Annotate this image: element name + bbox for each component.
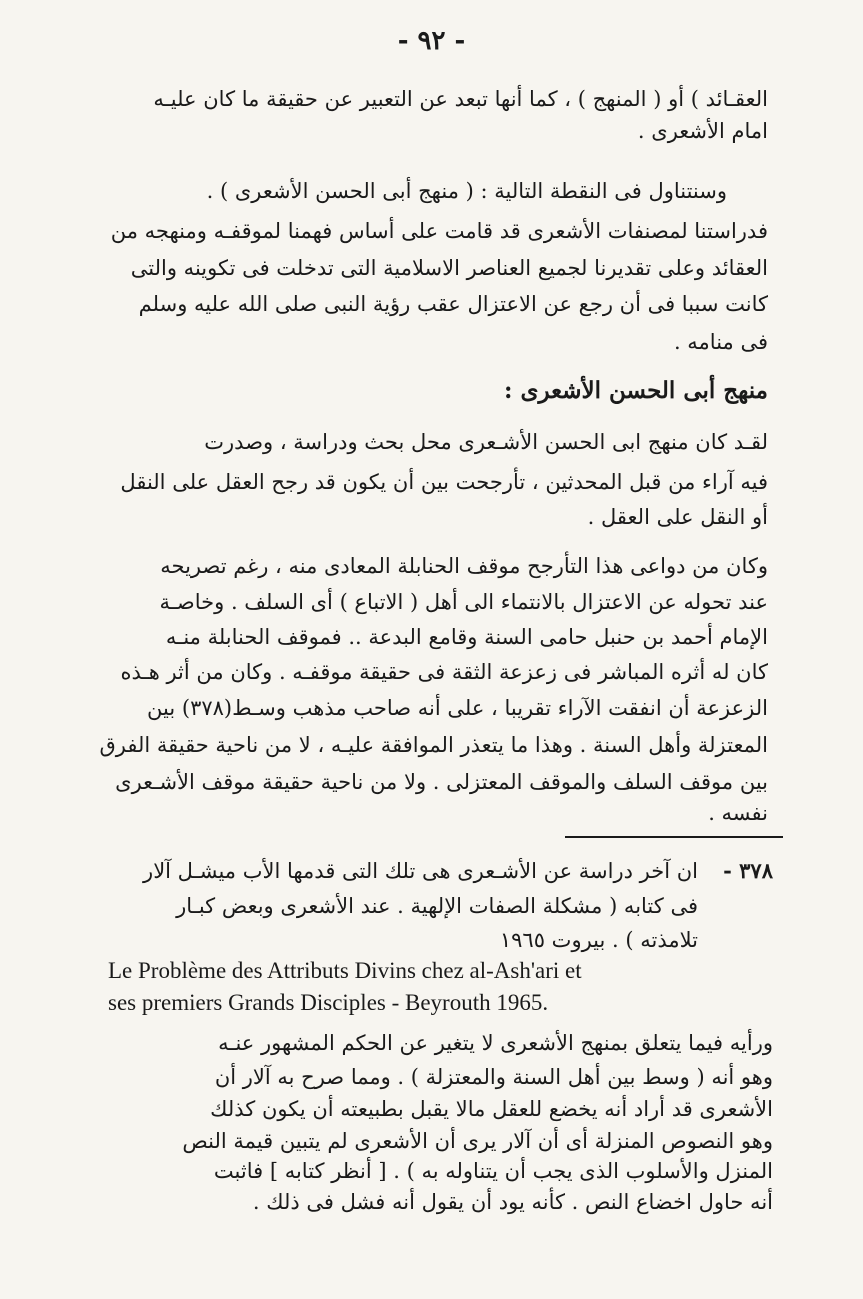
footnote-line: وهو أنه ( وسط بين أهل السنة والمعتزلة ) . ومما صرح به آلار أن <box>214 1065 773 1089</box>
footnote-line: فى كتابه ( مشكلة الصفات الإلهية . عند الأشعرى وبعض كبـار <box>176 894 698 918</box>
footnote-line: أنه حاول اخضاع النص . كأنه يود أن يقول أنه فشل فى ذلك . <box>252 1190 773 1214</box>
text-line: المعتزلة وأهل السنة . وهذا ما يتعذر الموافقة عليـه ، لا من ناحية حقيقة الفرق <box>99 733 768 757</box>
text-line: فى منامه . <box>673 330 768 354</box>
text-line: كان له أثره المباشر فى زعزعة الثقة فى حقيقة موقفـه . وكان من أثر هـذه <box>120 660 768 684</box>
text-line: فيه آراء من قبل المحدثين ، تأرجحت بين أن يكون قد رجح العقل على النقل <box>120 470 768 494</box>
footnote-separator <box>565 836 783 838</box>
text-line: العقـائد ) أو ( المنهج ) ، كما أنها تبعد عن التعبير عن حقيقة ما كان عليـه <box>153 87 768 111</box>
section-heading: منهج أبى الحسن الأشعرى : <box>503 377 768 404</box>
footnote-line: تلامذته ) . بيروت ١٩٦٥ <box>499 928 698 952</box>
footnote-line: وهو النصوص المنزلة أى أن آلار يرى أن الأشعرى لم يتبين قيمة النص <box>182 1129 773 1153</box>
text-line: فدراستنا لمصنفات الأشعرى قد قامت على أساس فهمنا لموقفـه ومنهجه من <box>110 219 768 243</box>
page-number: - ٩٢ - <box>397 26 466 56</box>
footnote-latin-line: Le Problème des Attributs Divins chez al-Ash'ari et <box>108 958 582 983</box>
text-line: كانت سببا فى أن رجع عن الاعتزال عقب رؤية النبى صلى الله عليه وسلم <box>138 292 768 316</box>
text-line: لقـد كان منهج ابى الحسن الأشـعرى محل بحث ودراسة ، وصدرت <box>204 430 768 454</box>
footnote-line: ورأيه فيما يتعلق بمنهج الأشعرى لا يتغير عن الحكم المشهور عنـه <box>218 1031 773 1055</box>
footnote-number: ٣٧٨ - <box>723 858 773 883</box>
text-line: بين موقف السلف والموقف المعتزلى . ولا من ناحية حقيقة موقف الأشـعرى <box>115 770 768 794</box>
text-line: وسنتناول فى النقطة التالية : ( منهج أبى الحسن الأشعرى ) . <box>206 179 727 203</box>
footnote-line: الأشعرى قد أراد أنه يخضع للعقل مالا يقبل بطبيعته أن يكون كذلك <box>210 1097 773 1121</box>
text-line: الإمام أحمد بن حنبل حامى السنة وقامع البدعة .. فموقف الحنابلة منـه <box>165 625 768 649</box>
text-line: العقائد وعلى تقديرنا لجميع العناصر الاسلامية التى تدخلت فى تكوينه والتى <box>130 256 768 280</box>
text-line: وكان من دواعى هذا التأرجح موقف الحنابلة المعادى منه ، رغم تصريحه <box>160 554 768 578</box>
text-line: نفسه . <box>708 801 768 825</box>
text-line: امام الأشعرى . <box>637 119 768 143</box>
text-line: عند تحوله عن الاعتزال بالانتماء الى أهل ( الاتباع ) أى السلف . وخاصـة <box>159 590 768 614</box>
footnote-line: ان آخر دراسة عن الأشـعرى هى تلك التى قدمها الأب ميشـل آلار <box>143 859 698 883</box>
footnote-latin-line: ses premiers Grands Disciples - Beyrouth 1965. <box>108 990 549 1015</box>
text-line: الزعزعة أن انفقت الآراء تقريبا ، على أنه صاحب مذهب وسـط(٣٧٨) بين <box>147 696 768 720</box>
text-line: أو النقل على العقل . <box>587 505 768 529</box>
footnote-line: المنزل والأسلوب الذى يجب أن يتناوله به ) . [ أنظر كتابه ] فاثبت <box>213 1159 773 1183</box>
